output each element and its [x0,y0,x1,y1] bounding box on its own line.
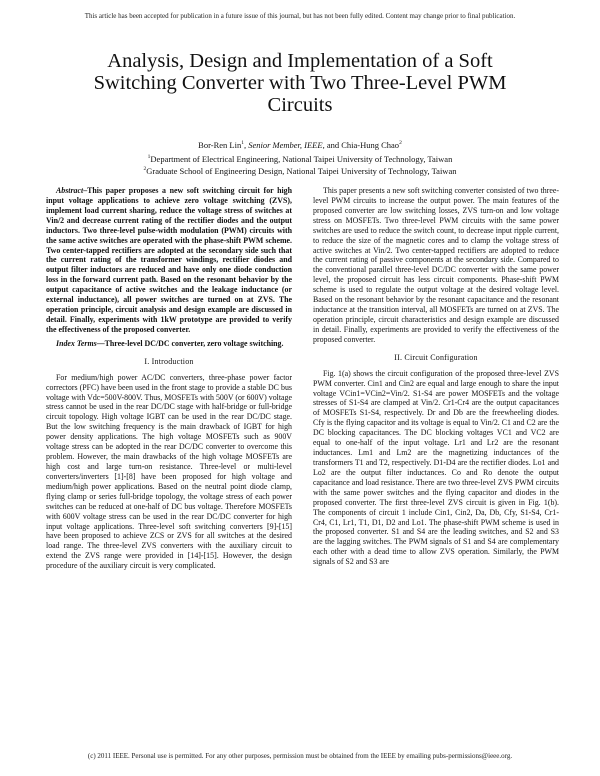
left-column [46,186,292,571]
affiliation-2-text: Graduate School of Engineering Design, National Taipei University of Technology, Taiwan [146,166,457,176]
author-1-sup: 1 [241,140,244,147]
header-notice: This article has been accepted for publication in a future issue of this journal, but has not been fully edited. Content may change prior to final publication. [84,12,516,20]
author-2-sup: 2 [399,140,402,147]
affiliation-1-sup: 1 [147,154,151,161]
author-1-role: , Senior Member, IEEE [243,140,323,150]
copyright-footer: (c) 2011 IEEE. Personal use is permitted. For any other purposes, permission must be obtained from the IEEE by emailing pubs-permissions@ieee.org. [87,752,513,760]
affiliation-2 [40,166,560,176]
right-column [313,186,559,567]
paper-title: Analysis, Design and Implementation of a Soft Switching Converter with Two Three-Level PWM Circuits [93,50,507,116]
circuit-configuration-paragraph: Fig. 1(a) shows the circuit configuration of the proposed three-level ZVS PWM converter. Cin1 and Cin2 are equal and large enough to share the input voltage VCin1=VCin2=Vin/2. S1-S4 are power MOSFETs and the voltage stresses of S1-S4 are clamped at Vin/2. Cr1-Cr4 are the output capacitances of MOSFETs S1-S4, respectively. Dr and Db are the freewheeling diodes. Cfy is the flying capacitor and its voltage is equal to Vin/2. C1 and C2 are the DC blocking capacitances. The DC blocking voltages VC1 and VC2 are equal to one-half of the input voltage. Lr1 and Lr2 are the resonant inductances. Lm1 and Lm2 are the magnetizing inductances of the transformers T1 and T2, respectively. D1-D4 are the rectifier diodes. Lo1 and Lo2 are the output filter inductances. Co and Ro denote the output capacitance and load resistance. There are two three-level ZVS PWM circuits with the same power switches and the flying capacitor and diodes in the proposed converter. The first three-level ZVS circuit is given in Fig. 1(b). The components of circuit 1 include Cin1, Cin2, Da, Db, Cfy, S1-S4, Cr1-Cr4, C1, Lr1, T1, D1, D2 and Lo1. The phase-shift PWM scheme is used in the proposed converter. S1 and S4 are the leading switches, and S2 and S3 are the lagging switches. The PWM signals of S1 and S4 are complementary each other with a dead time to allow ZVS operation. Similarly, the PWM signals of S2 and S3 are [313,368,559,567]
affiliation-1 [40,154,560,164]
section-heading-introduction: I. Introduction [144,356,194,366]
index-terms-text: —Three-level DC/DC converter, zero voltage switching. [96,338,284,348]
author-line [60,140,540,150]
affiliation-1-text: Department of Electrical Engineering, National Taipei University of Technology, Taiwan [150,154,453,164]
section-heading-circuit-configuration: II. Circuit Configuration [394,352,478,362]
index-terms [46,339,292,349]
author-connector: , and [322,140,342,150]
affiliation-2-sup: 2 [143,166,147,173]
index-terms-lead: Index Terms [56,338,97,348]
author-1: Bor-Ren Lin [198,140,242,150]
abstract-lead: Abstract [56,186,84,195]
introduction-paragraph: For medium/high power AC/DC converters, three-phase power factor correctors (PFC) have been used in the front stage to provide a stable DC bus voltage with Vdc=500V-800V. Thus, MOSFETs with 500V (or 600V) voltage stress cannot be used in the rear DC/DC stage with half-bridge or full-bridge circuit topology. High voltage IGBT can be used in the rear DC/DC stage. But the low switching frequency is the main drawback of IGBT for high power density applications. The high voltage MOSFETs such as 900V voltage stress can be adopted in the rear DC/DC converter to overcome this problem. However, the main drawbacks of the high voltage MOSFETs are high cost and large turn-on resistance. Three-level or multi-level converters/inverters [1]-[8] have been proposed for high voltage and medium/high power applications. Based on the neutral point diode clamp, flying clamp or series full-bridge topology, the voltage stress of each power switches can be reduced at one-half of DC bus voltage. Therefore MOSFETs with 600V voltage stress can be used in the rear DC/DC converter for high input voltage applications. Three-level soft switching converters [9]-[15] have been proposed to achieve ZCS or ZVS for all switches at the desired load range. The three-level ZVS converters with the auxiliary circuit to extend the ZVS range were provided in [14]-[15]. However, the design procedure of the auxiliary circuit is very complicated. [46,372,292,571]
abstract [46,186,292,335]
intro-continued-paragraph: This paper presents a new soft switching converter consisted of two three-level PWM circuits to increase the output power. The main features of the proposed converter are low switching losses, ZVS turn-on and low voltage stress on MOSFETs. Two three-level PWM circuits with the same power switches are used to reduce the switch count, to decrease input ripple current, to reduce the size of the magnetic cores and to clamp the voltage stress of active switches at Vin/2. Two center-tapped rectifiers are adopted to reduce the current rating of passive components at the secondary side. Compared to the conventional parallel three-level DC/DC converter with the same power level, the proposed circuit has less circuit components. Phase-shift PWM scheme is used to regulate the output voltage at the desired voltage level. Based on the resonant behavior by the resonant capacitance and the resonant inductance at the transition interval, all MOSFETs are turned on at ZVS. The operation principle, circuit characteristics and design example are discussed in detail. Finally, experiments are provided to verify the effectiveness of the proposed converter. [313,186,559,344]
author-2: Chia-Hung Chao [341,140,400,150]
abstract-text: –This paper proposes a new soft switching circuit for high input voltage applications to achieve zero voltage switching (ZVS), implement load current sharing, reduce the voltage stress of switches at Vin/2 and decrease current rating of the rectifier diodes and the output inductors. Two three-level pulse-width modulation (PWM) circuits with the same active switches are operated with the phase-shift PWM scheme. Two center-tapped rectifiers are adopted at the secondary side such that the current rating of the transformer windings, rectifier diodes and output filter inductors are reduced and have only one diode conduction loss in the forward current path. Based on the resonant behavior by the output capacitance of active switches and the leakage inductance (or external inductance), all power switches are turned on at ZVS. The operation principle, circuit analysis and design example are discussed in detail. Finally, experiments with 1kW prototype are provided to verify the effectiveness of the proposed converter. [46,186,292,334]
